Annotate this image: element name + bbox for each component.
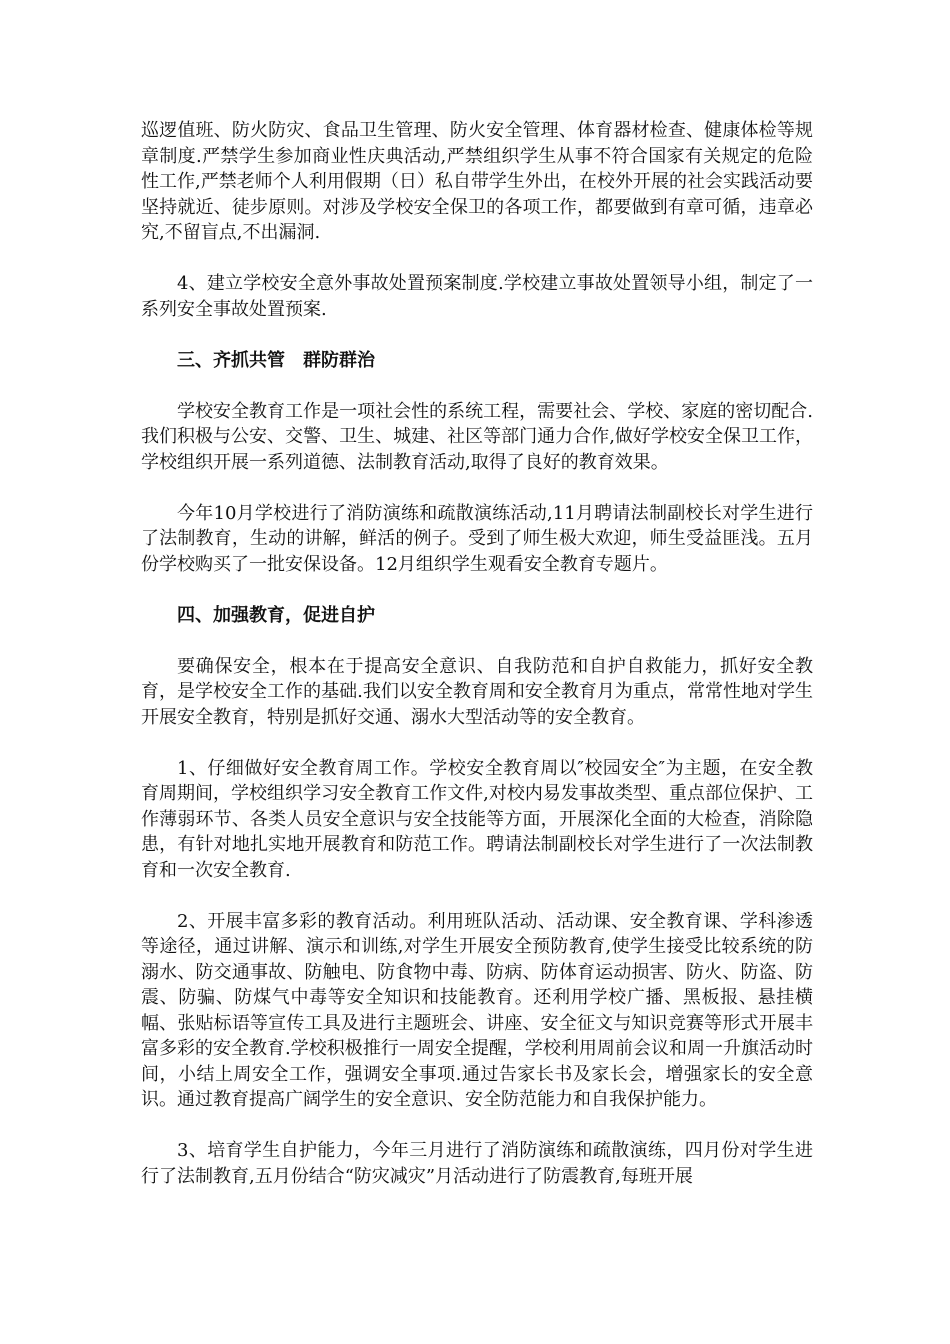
document-page <box>141 118 813 1215</box>
paragraph-rules: 巡逻值班、防火防灾、食品卫生管理、防火安全管理、体育器材检查、健康体检等规章制度.严禁学生参加商业性庆典活动,严禁组织学生从事不符合国家有关规定的危险性工作,严禁老师个人利用假期（日）私自带学生外出，在校外开展的社会实践活动要坚持就近、徒步原则。对涉及学校安全保卫的各项工作，都要做到有章可循，违章必究,不留盲点,不出漏洞. <box>141 120 813 243</box>
paragraph-safety-awareness: 要确保安全，根本在于提高安全意识、自我防范和自护自救能力，抓好安全教育，是学校安全工作的基础.我们以安全教育周和安全教育月为重点，常常性地对学生开展安全教育，特别是抓好交通、溺水大型活动等的安全教育。 <box>141 655 813 728</box>
paragraph-item-1: 1、仔细做好安全教育周工作。学校安全教育周以″校园安全″为主题，在安全教育周期间，学校组织学习安全教育工作文件,对校内易发事故类型、重点部位保护、工作薄弱环节、各类人员安全意识与安全技能等方面，开展深化全面的大检查，消除隐患，有针对地扎实地开展教育和防范工作。聘请法制副校长对学生进行了一次法制教育和一次安全教育. <box>141 757 813 881</box>
paragraph-item-4: 4、建立学校安全意外事故处置预案制度.学校建立事故处置领导小组，制定了一系列安全事故处置预案. <box>141 273 813 320</box>
paragraph-cooperation: 学校安全教育工作是一项社会性的系统工程，需要社会、学校、家庭的密切配合.我们积极与公安、交警、卫生、城建、社区等部门通力合作,做好学校安全保卫工作，学校组织开展一系列道德、法制教育活动,取得了良好的教育效果。 <box>141 400 813 473</box>
section-heading-4: 四、加强教育，促进自护 <box>177 604 375 626</box>
paragraph-item-3: 3、培育学生自护能力，今年三月进行了消防演练和疏散演练，四月份对学生进行了法制教育,五月份结合“防灾减灾”月活动进行了防震教育,每班开展 <box>141 1140 813 1187</box>
section-heading-3: 三、齐抓共管 群防群治 <box>177 349 375 371</box>
paragraph-drills: 今年10月学校进行了消防演练和疏散演练活动,11月聘请法制副校长对学生进行了法制教育，生动的讲解，鲜活的例子。受到了师生极大欢迎，师生受益匪浅。五月份学校购买了一批安保设备。12月组织学生观看安全教育专题片。 <box>141 502 813 575</box>
paragraph-item-2: 2、开展丰富多彩的教育活动。利用班队活动、活动课、安全教育课、学科渗透等途径，通过讲解、演示和训练,对学生开展安全预防教育,使学生接受比较系统的防溺水、防交通事故、防触电、防食物中毒、防病、防体育运动损害、防火、防盗、防震、防骗、防煤气中毒等安全知识和技能教育。还利用学校广播、黑板报、悬挂横幅、张贴标语等宣传工具及进行主题班会、讲座、安全征文与知识竞赛等形式开展丰富多彩的安全教育.学校积极推行一周安全提醒，学校利用周前会议和周一升旗活动时间，小结上周安全工作，强调安全事项.通过告家长书及家长会，增强家长的安全意识。通过教育提高广阔学生的安全意识、安全防范能力和自我保护能力。 <box>141 910 813 1110</box>
